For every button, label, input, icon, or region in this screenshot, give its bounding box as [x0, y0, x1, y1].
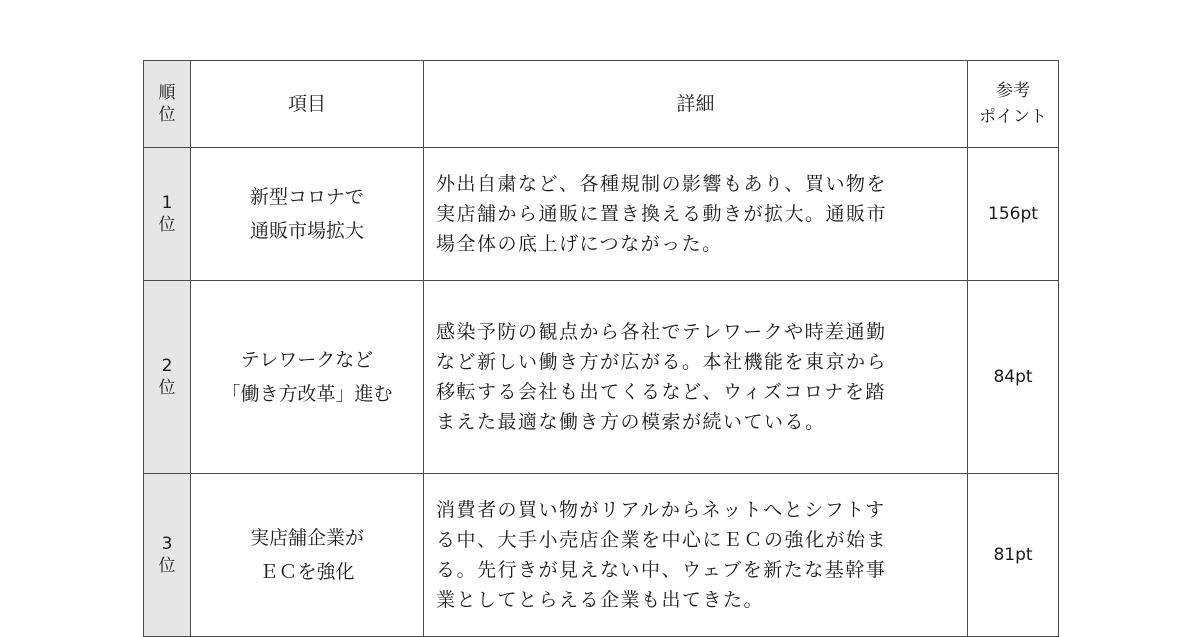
- header-detail: 詳細: [424, 61, 968, 148]
- item-cell: [191, 148, 424, 281]
- rank-number: 3: [161, 534, 173, 554]
- header-points: [968, 61, 1059, 148]
- points-cell: 81pt: [968, 474, 1059, 637]
- table-header-row: [144, 61, 1059, 148]
- item-cell: [191, 474, 424, 637]
- item-line: ＥＣを強化: [259, 561, 355, 583]
- detail-line: 場全体の底上げにつながった。: [436, 233, 723, 255]
- item-line: 「働き方改革」進む: [221, 383, 393, 405]
- detail-cell: [424, 281, 968, 474]
- rank-suffix: 位: [158, 378, 176, 398]
- item-cell: [191, 281, 424, 474]
- item-line: 通販市場拡大: [249, 220, 364, 242]
- rank-suffix: 位: [158, 556, 176, 576]
- item-line: テレワークなど: [240, 349, 374, 371]
- points-cell: 84pt: [968, 281, 1059, 474]
- points-cell: 156pt: [968, 148, 1059, 281]
- detail-line: など新しい働き方が広がる。本社機能を東京から: [436, 351, 888, 373]
- rank-number: 2: [161, 356, 173, 376]
- header-item: 項目: [191, 61, 424, 148]
- rank-cell: [144, 474, 191, 637]
- header-rank: [144, 61, 191, 148]
- item-line: 新型コロナで: [249, 186, 364, 208]
- header-points-line-2: ポイント: [979, 107, 1047, 127]
- detail-line: 消費者の買い物がリアルからネットへとシフトす: [436, 499, 886, 521]
- rank-suffix: 位: [158, 215, 176, 235]
- rank-cell: [144, 281, 191, 474]
- header-rank-line-2: 位: [158, 105, 176, 125]
- detail-line: 移転する会社も出てくるなど、ウィズコロナを踏: [436, 381, 886, 403]
- rank-number: 1: [161, 193, 173, 213]
- detail-cell: [424, 474, 968, 637]
- rank-cell: [144, 148, 191, 281]
- item-line: 実店舗企業が: [249, 527, 364, 549]
- header-rank-line-1: 順: [158, 83, 176, 103]
- ranking-table: [143, 60, 1059, 637]
- ranking-table-container: [143, 60, 1058, 611]
- detail-line: まえた最適な働き方の模索が続いている。: [436, 411, 826, 433]
- detail-line: る中、大手小売店企業を中心にＥＣの強化が始ま: [436, 529, 888, 551]
- header-points-line-1: 参考: [996, 81, 1030, 101]
- detail-line: 感染予防の観点から各社でテレワークや時差通勤: [436, 321, 887, 343]
- table-row: [144, 281, 1059, 474]
- table-row: [144, 474, 1059, 637]
- detail-cell: [424, 148, 968, 281]
- detail-line: 外出自粛など、各種規制の影響もあり、買い物を: [436, 173, 888, 195]
- detail-line: 実店舗から通販に置き換える動きが拡大。通販市: [436, 203, 888, 225]
- detail-line: る。先行きが見えない中、ウェブを新たな基幹事: [436, 559, 887, 581]
- detail-line: 業としてとらえる企業も出てきた。: [436, 589, 765, 611]
- table-row: [144, 148, 1059, 281]
